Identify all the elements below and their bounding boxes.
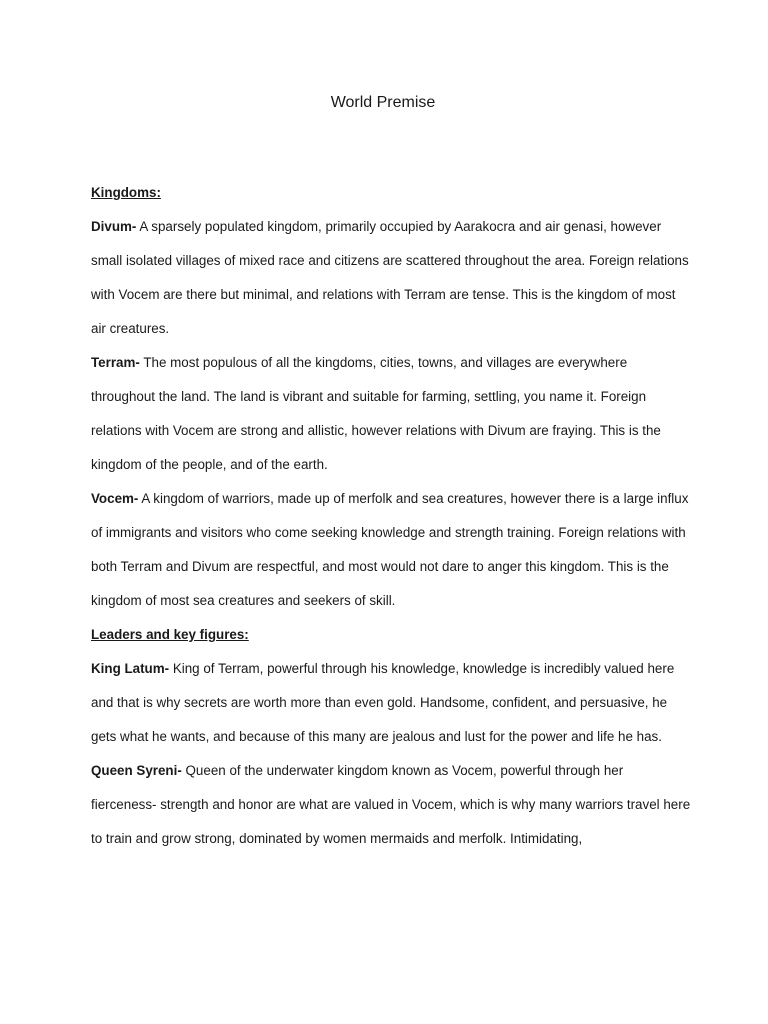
kingdom-entry-vocem — [91, 482, 691, 618]
kingdom-entry-divum — [91, 210, 691, 346]
leader-entry-queen-syreni — [91, 754, 691, 856]
kingdom-description: A kingdom of warriors, made up of merfolk and sea creatures, however there is a large influx of immigrants and visitors who come seeking knowledge and strength training. Foreign relations with both Terram and Divum are respectful, and most would not dare to anger this kingdom. This is the kingdom of most sea creatures and seekers of skill. — [91, 491, 689, 608]
section-heading-leaders: Leaders and key figures: — [91, 627, 249, 642]
kingdom-name: Divum- — [91, 219, 137, 234]
leader-description: Queen of the underwater kingdom known as Vocem, powerful through her fierceness- strength and honor are what are valued in Vocem, which is why many warriors travel here to train and grow strong, dominated by women mermaids and merfolk. Intimidating, — [91, 763, 691, 846]
page-title: World Premise — [330, 94, 436, 111]
leader-entry-king-latum — [91, 652, 691, 754]
kingdom-name: Terram- — [91, 355, 140, 370]
leader-description: King of Terram, powerful through his knowledge, knowledge is incredibly valued here and that is why secrets are worth more than even gold. Handsome, confident, and persuasive, he gets what he wants, and because of this many are jealous and lust for the power and life he has. — [91, 661, 675, 744]
document-body — [91, 176, 691, 856]
leader-name: Queen Syreni- — [91, 763, 182, 778]
leader-name: King Latum- — [91, 661, 170, 676]
kingdom-name: Vocem- — [91, 491, 139, 506]
kingdom-entry-terram — [91, 346, 691, 482]
kingdom-description: A sparsely populated kingdom, primarily occupied by Aarakocra and air genasi, however small isolated villages of mixed race and citizens are scattered throughout the area. Foreign relations with Vocem are there but minimal, and relations with Terram are tense. This is the kingdom of most air creatures. — [91, 219, 689, 336]
section-heading-kingdoms: Kingdoms: — [91, 185, 161, 200]
kingdom-description: The most populous of all the kingdoms, cities, towns, and villages are everywhere throughout the land. The land is vibrant and suitable for farming, settling, you name it. Foreign relations with Vocem are strong and allistic, however relations with Divum are fraying. This is the kingdom of the people, and of the earth. — [91, 355, 661, 472]
